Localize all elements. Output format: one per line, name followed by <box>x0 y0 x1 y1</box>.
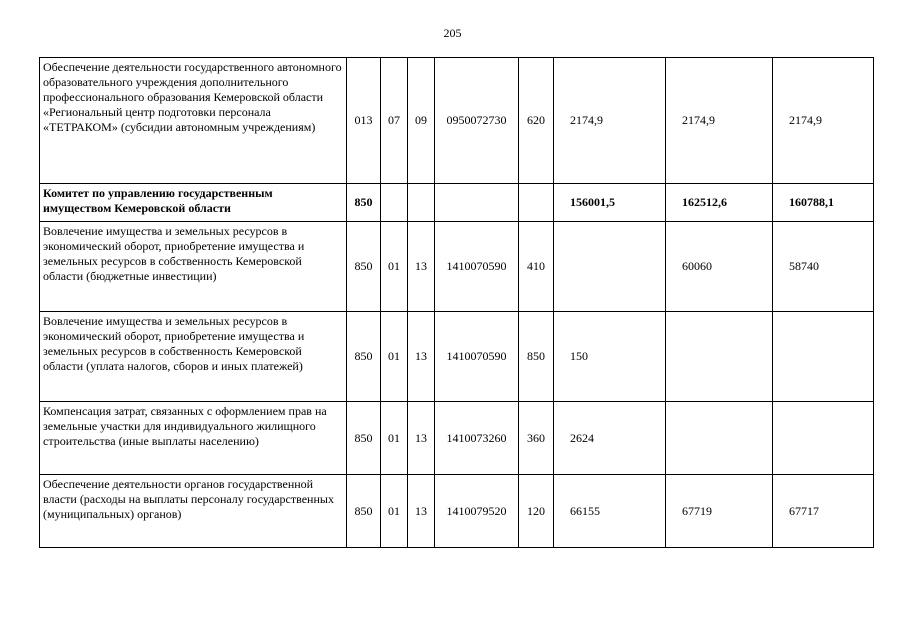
section-code: 07 <box>381 58 408 184</box>
section-code <box>381 184 408 222</box>
amount-year-1: 150 <box>554 312 666 402</box>
subsection-code <box>408 184 435 222</box>
amount-year-1: 2174,9 <box>554 58 666 184</box>
row-name: Комитет по управлению государственным имуществом Кемеровской области <box>40 184 347 222</box>
target-article <box>435 184 519 222</box>
ministry-code: 850 <box>347 222 381 312</box>
table-row <box>40 222 874 312</box>
ministry-code: 013 <box>347 58 381 184</box>
expense-type: 410 <box>519 222 554 312</box>
table-row <box>40 402 874 475</box>
row-name: Вовлечение имущества и земельных ресурсов в экономический оборот, приобретение имущества и земельных ресурсов в собственность Кемеровской области (бюджетные инвестиции) <box>40 222 347 312</box>
table-row <box>40 312 874 402</box>
budget-table <box>39 57 874 548</box>
subsection-code: 13 <box>408 312 435 402</box>
section-code: 01 <box>381 475 408 548</box>
target-article: 1410070590 <box>435 222 519 312</box>
ministry-code: 850 <box>347 184 381 222</box>
table-row <box>40 184 874 222</box>
amount-year-1 <box>554 222 666 312</box>
row-name: Обеспечение деятельности государственного автономного образовательного учреждения дополнительного профессионального образования Кемеровской области «Региональный центр подготовки персонала «ТЕТРАКОМ» (субсидии автономным учреждениям) <box>40 58 347 184</box>
expense-type: 360 <box>519 402 554 475</box>
amount-year-1: 156001,5 <box>554 184 666 222</box>
table-row <box>40 58 874 184</box>
amount-year-1: 66155 <box>554 475 666 548</box>
section-code: 01 <box>381 222 408 312</box>
row-name: Обеспечение деятельности органов государственной власти (расходы на выплаты персоналу государственных (муниципальных) органов) <box>40 475 347 548</box>
amount-year-3: 67717 <box>773 475 874 548</box>
expense-type: 120 <box>519 475 554 548</box>
row-name: Компенсация затрат, связанных с оформлением прав на земельные участки для индивидуального жилищного строительства (иные выплаты населению) <box>40 402 347 475</box>
subsection-code: 13 <box>408 475 435 548</box>
page-number: 205 <box>443 26 462 40</box>
target-article: 1410079520 <box>435 475 519 548</box>
expense-type <box>519 184 554 222</box>
amount-year-2: 60060 <box>666 222 773 312</box>
row-name: Вовлечение имущества и земельных ресурсов в экономический оборот, приобретение имущества и земельных ресурсов в собственность Кемеровской области (уплата налогов, сборов и иных платежей) <box>40 312 347 402</box>
amount-year-1: 2624 <box>554 402 666 475</box>
amount-year-3: 58740 <box>773 222 874 312</box>
target-article: 1410070590 <box>435 312 519 402</box>
ministry-code: 850 <box>347 402 381 475</box>
ministry-code: 850 <box>347 312 381 402</box>
amount-year-2: 162512,6 <box>666 184 773 222</box>
amount-year-2 <box>666 402 773 475</box>
amount-year-3 <box>773 312 874 402</box>
section-code: 01 <box>381 402 408 475</box>
subsection-code: 13 <box>408 222 435 312</box>
amount-year-3 <box>773 402 874 475</box>
target-article: 1410073260 <box>435 402 519 475</box>
section-code: 01 <box>381 312 408 402</box>
amount-year-3: 2174,9 <box>773 58 874 184</box>
amount-year-3: 160788,1 <box>773 184 874 222</box>
amount-year-2: 67719 <box>666 475 773 548</box>
table-row <box>40 475 874 548</box>
table-body <box>40 58 874 548</box>
expense-type: 620 <box>519 58 554 184</box>
subsection-code: 13 <box>408 402 435 475</box>
amount-year-2 <box>666 312 773 402</box>
amount-year-2: 2174,9 <box>666 58 773 184</box>
subsection-code: 09 <box>408 58 435 184</box>
ministry-code: 850 <box>347 475 381 548</box>
target-article: 0950072730 <box>435 58 519 184</box>
expense-type: 850 <box>519 312 554 402</box>
